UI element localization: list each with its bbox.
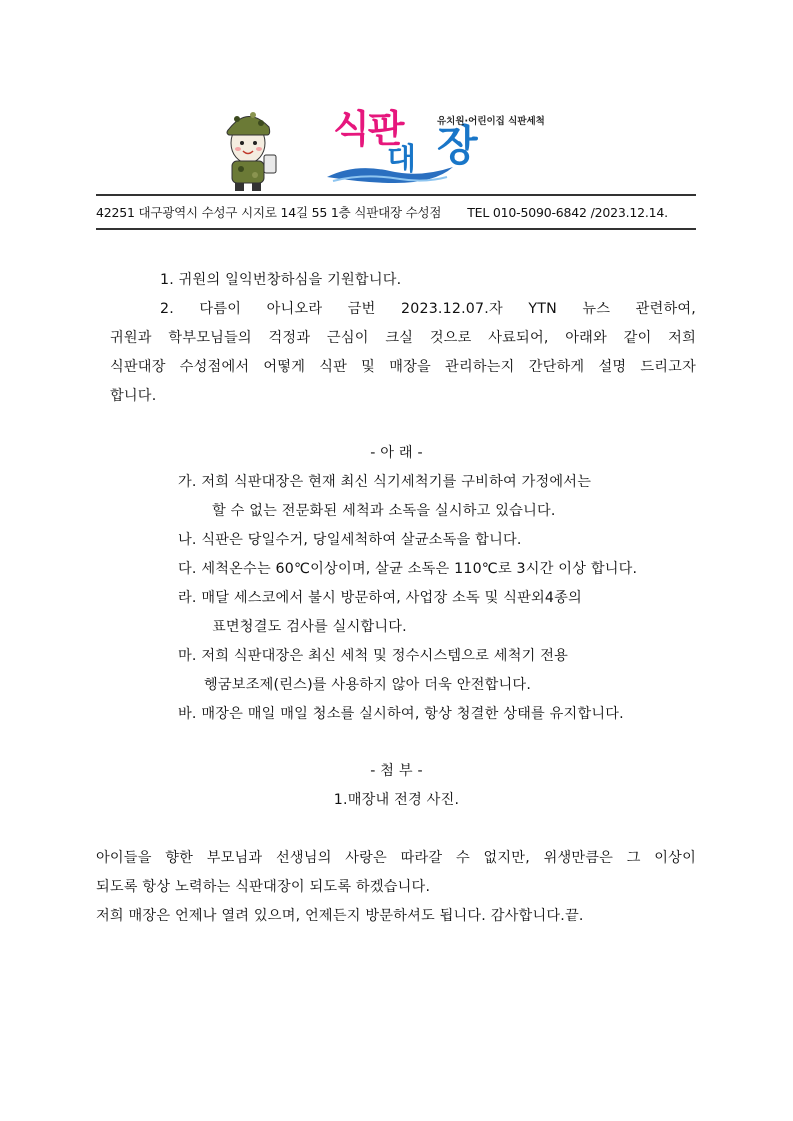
attachment-item: 1.매장내 전경 사진. bbox=[333, 792, 460, 808]
header-divider-top bbox=[96, 194, 696, 196]
logo-title-top: 식판 bbox=[333, 107, 403, 151]
section-heading-below: - 아 래 - bbox=[370, 445, 423, 461]
list-item: 가. 저희 식판대장은 현재 최신 식기세척기를 구비하여 가정에서는 bbox=[178, 474, 592, 490]
paragraph-2-line-1: 2. 다름이 아니오라 금번 2023.12.07.자 YTN 뉴스 관련하여, bbox=[160, 301, 696, 317]
list-item: 바. 매장은 매일 매일 청소를 실시하여, 항상 청결한 상태를 유지합니다. bbox=[178, 706, 624, 722]
header-divider-bottom bbox=[96, 228, 696, 230]
tel-date-text: TEL 010-5090-6842 /2023.12.14. bbox=[467, 205, 668, 220]
list-item-continuation: 표면청결도 검사를 실시합니다. bbox=[212, 619, 407, 635]
paragraph-2-line-4: 합니다. bbox=[110, 388, 157, 404]
address-text: 42251 대구광역시 수성구 시지로 14길 55 1층 식판대장 수성점 bbox=[96, 205, 442, 220]
logo-title-bottom-left: 대 bbox=[387, 142, 416, 177]
logo-title-bottom-right: 장 bbox=[437, 121, 478, 170]
list-item-continuation: 할 수 없는 전문화된 세척과 소독을 실시하고 있습니다. bbox=[212, 503, 556, 519]
list-item: 마. 저희 식판대장은 최신 세척 및 정수시스템으로 세척기 전용 bbox=[178, 648, 569, 664]
closing-line-1: 아이들을 향한 부모님과 선생님의 사랑은 따라갈 수 없지만, 위생만큼은 그 이상이 bbox=[96, 850, 696, 866]
list-item: 라. 매달 세스코에서 불시 방문하여, 사업장 소독 및 식판외4종의 bbox=[178, 590, 582, 606]
paragraph-2-line-3: 식판대장 수성점에서 어떻게 식판 및 매장을 관리하는지 간단하게 설명 드리고자 bbox=[110, 359, 696, 375]
paragraph-1: 1. 귀원의 일익번창하심을 기원합니다. bbox=[160, 272, 402, 288]
section-heading-attachment: - 첨 부 - bbox=[370, 763, 423, 779]
company-logo bbox=[215, 105, 575, 195]
list-item: 나. 식판은 당일수거, 당일세척하여 살균소독을 합니다. bbox=[178, 532, 522, 548]
list-item-continuation: 헹굼보조제(린스)를 사용하지 않아 더욱 안전합니다. bbox=[204, 677, 532, 693]
list-item: 다. 세척온수는 60℃이상이며, 살균 소독은 110℃로 3시간 이상 합니다. bbox=[178, 561, 638, 577]
closing-line-3: 저희 매장은 언제나 열려 있으며, 언제든지 방문하셔도 됩니다. 감사합니다.끝. bbox=[96, 908, 584, 924]
paragraph-2-line-2: 귀원과 학부모님들의 걱정과 근심이 크실 것으로 사료되어, 아래와 같이 저희 bbox=[110, 330, 696, 346]
logo-tagline: 유치원·어린이집 식판세척 bbox=[437, 116, 545, 127]
closing-line-2: 되도록 항상 노력하는 식판대장이 되도록 하겠습니다. bbox=[96, 879, 431, 895]
address-line bbox=[96, 203, 696, 221]
soldier-mascot-icon bbox=[227, 112, 276, 191]
